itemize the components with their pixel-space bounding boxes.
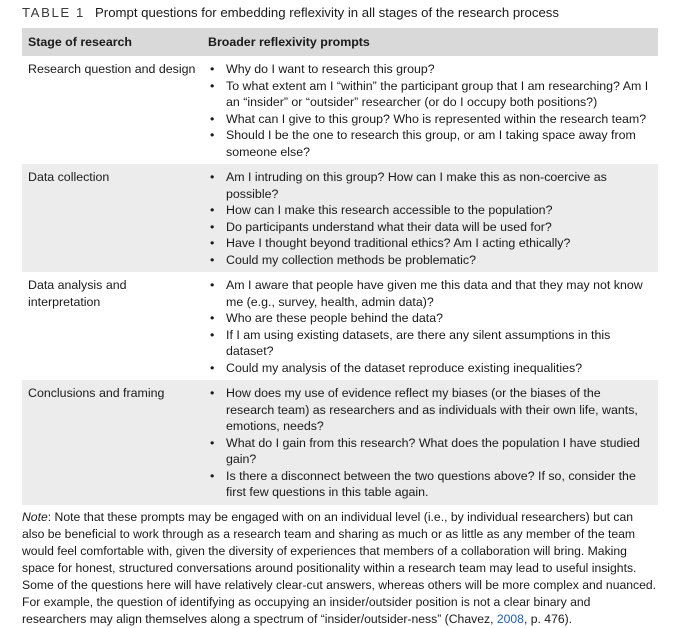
table-row bbox=[22, 380, 658, 505]
prompt-list bbox=[208, 385, 652, 501]
citation-link[interactable]: 2008 bbox=[496, 611, 524, 626]
header-stage: Stage of research bbox=[22, 28, 202, 56]
prompt-item: • Could my analysis of the dataset reproduce existing inequalities? bbox=[208, 360, 652, 377]
prompt-item: • If I am using existing datasets, are there any silent assumptions in this dataset? bbox=[208, 327, 652, 360]
table-caption bbox=[22, 4, 658, 22]
prompt-item: • Could my collection methods be problematic? bbox=[208, 252, 652, 269]
prompt-item: • Do participants understand what their data will be used for? bbox=[208, 219, 652, 236]
table-header-row bbox=[22, 28, 658, 56]
prompt-item: • What do I gain from this research? What does the population I have studied gain? bbox=[208, 435, 652, 468]
table-label: TABLE 1 bbox=[22, 5, 85, 20]
reflexivity-table bbox=[22, 28, 658, 505]
prompt-item: • Am I aware that people have given me this data and that they may not know me (e.g., survey, health, admin data)? bbox=[208, 277, 652, 310]
table-note bbox=[22, 509, 658, 628]
prompts-cell bbox=[202, 272, 658, 380]
prompt-item: • Should I be the one to research this group, or am I taking space away from someone else? bbox=[208, 127, 652, 160]
prompt-list bbox=[208, 61, 652, 160]
table-row bbox=[22, 56, 658, 164]
prompts-cell bbox=[202, 164, 658, 272]
table-title: Prompt questions for embedding reflexivity in all stages of the research process bbox=[95, 5, 559, 20]
prompt-item: • Have I thought beyond traditional ethics? Am I acting ethically? bbox=[208, 235, 652, 252]
table-row bbox=[22, 164, 658, 272]
prompt-item: • How does my use of evidence reflect my biases (or the biases of the research team) as researchers and as individuals with their own life, wants, emotions, needs? bbox=[208, 385, 652, 435]
stage-cell: Data collection bbox=[22, 164, 202, 272]
note-text-end: , p. 476). bbox=[523, 611, 573, 626]
prompt-item: • What can I give to this group? Who is represented within the research team? bbox=[208, 111, 652, 128]
header-prompts: Broader reflexivity prompts bbox=[202, 28, 658, 56]
stage-cell: Data analysis and interpretation bbox=[28, 278, 127, 309]
prompt-item: • Is there a disconnect between the two questions above? If so, consider the first few questions in this table again. bbox=[208, 468, 652, 501]
prompt-item: • Who are these people behind the data? bbox=[208, 310, 652, 327]
table-row bbox=[22, 272, 658, 380]
prompt-item: • How can I make this research accessible to the population? bbox=[208, 202, 652, 219]
stage-cell: Conclusions and framing bbox=[22, 380, 202, 505]
note-text: : Note that these prompts may be engaged with on an individual level (i.e., by individual researchers) but can also be beneficial to work through as a research team and sharing as much or as little as any member of the team would feel comfortable with, given the diversity of experiences that members of a collaboration will bring. Making space for honest, structured conversations around positionality within a research team may lead to useful insights. Some of the questions here will have relatively clear-cut answers, whereas others will be more complex and nuanced. For example, the question of identifying as occupying an insider/outsider position is not a clear binary and researchers may align themselves along a spectrum of “insider/outsider-ness” (Chavez, bbox=[22, 509, 657, 626]
prompt-list bbox=[208, 169, 652, 268]
prompt-list bbox=[208, 277, 652, 376]
prompt-item: • Am I intruding on this group? How can I make this as non-coercive as possible? bbox=[208, 169, 652, 202]
prompts-cell bbox=[202, 380, 658, 505]
prompt-item: • To what extent am I “within” the participant group that I am researching? Am I an “insider” or “outsider” researcher (or do I occupy both positions?) bbox=[208, 78, 652, 111]
note-label: Note bbox=[22, 509, 48, 524]
prompt-item: • Why do I want to research this group? bbox=[208, 61, 652, 78]
stage-cell: Research question and design bbox=[28, 62, 196, 76]
prompts-cell bbox=[202, 56, 658, 164]
